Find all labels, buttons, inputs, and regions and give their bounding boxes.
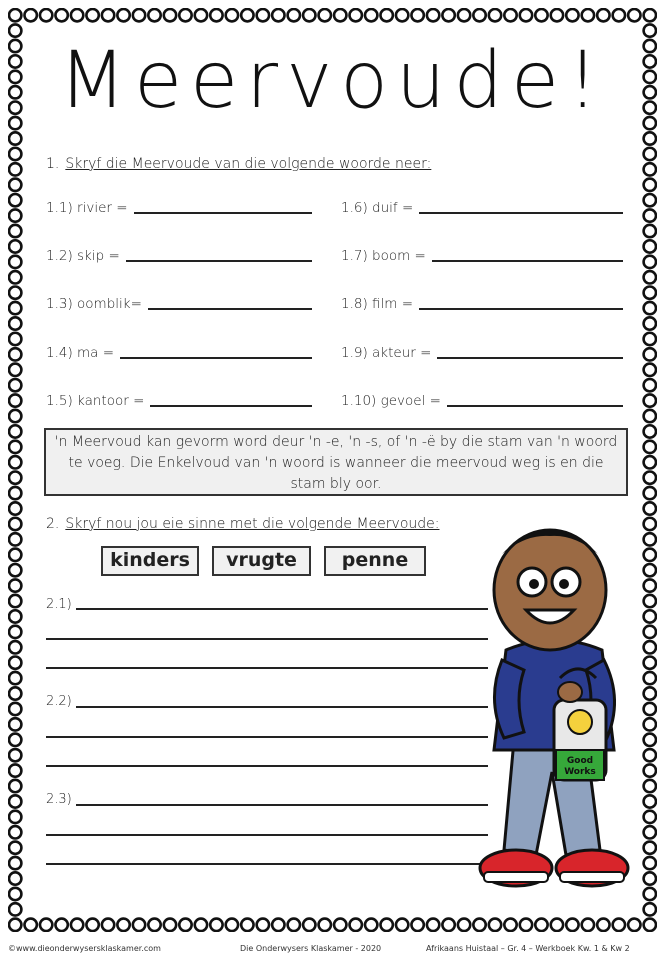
border-ring (241, 9, 253, 21)
border-ring (504, 9, 516, 21)
border-ring (9, 780, 21, 792)
answer-item: 1.2) skip = (46, 242, 312, 264)
sentence-line[interactable] (46, 667, 488, 669)
border-ring (644, 672, 656, 684)
border-ring (489, 919, 501, 931)
border-ring (55, 9, 67, 21)
sentence-line[interactable] (76, 804, 488, 806)
border-ring (148, 919, 160, 931)
border-ring (9, 764, 21, 776)
answer-item: 1.6) duif = (341, 194, 623, 216)
border-ring (644, 857, 656, 869)
border-ring (40, 9, 52, 21)
border-ring (458, 9, 470, 21)
border-ring (288, 9, 300, 21)
border-ring (9, 410, 21, 422)
border-ring (458, 919, 470, 931)
border-ring (644, 163, 656, 175)
border-ring (644, 240, 656, 252)
border-ring (644, 194, 656, 206)
border-ring (164, 9, 176, 21)
border-ring (427, 919, 439, 931)
border-ring (9, 379, 21, 391)
border-ring (9, 132, 21, 144)
border-ring (148, 9, 160, 21)
border-ring (303, 9, 315, 21)
border-ring (644, 626, 656, 638)
border-ring (319, 9, 331, 21)
question-2-number: 2. (46, 516, 60, 532)
border-ring (644, 903, 656, 915)
border-ring (365, 919, 377, 931)
border-ring (9, 579, 21, 591)
border-ring (9, 718, 21, 730)
border-ring (644, 132, 656, 144)
border-ring (644, 209, 656, 221)
info-note-box: 'n Meervoud kan gevorm word deur 'n -e, 'n -s, of 'n -ë by die stam van 'n woord te voeg. Die Enkelvoud van 'n woord is wanneer die meervoud weg is en die stam bly oor. (44, 428, 628, 496)
border-ring (597, 919, 609, 931)
border-ring (535, 919, 547, 931)
border-ring (628, 9, 640, 21)
border-ring (520, 9, 532, 21)
question-2-instruction: Skryf nou jou eie sinne met die volgende Meervoude: (65, 516, 440, 532)
border-ring (644, 826, 656, 838)
border-ring (9, 749, 21, 761)
border-ring (644, 795, 656, 807)
border-ring (644, 657, 656, 669)
border-ring (644, 225, 656, 237)
border-ring (9, 256, 21, 268)
border-ring (9, 626, 21, 638)
border-ring (9, 502, 21, 514)
border-ring (427, 9, 439, 21)
sentence-line[interactable] (46, 736, 488, 738)
border-ring (9, 225, 21, 237)
border-ring (644, 919, 656, 931)
border-ring (272, 919, 284, 931)
border-ring (9, 317, 21, 329)
border-ring (644, 610, 656, 622)
border-ring (117, 919, 129, 931)
answer-line[interactable] (419, 212, 623, 214)
border-ring (9, 24, 21, 36)
border-ring (350, 919, 362, 931)
border-ring (86, 9, 98, 21)
border-ring (9, 641, 21, 653)
sentence-line[interactable] (76, 706, 488, 708)
word-box: penne (324, 546, 426, 576)
border-ring (644, 287, 656, 299)
border-ring (319, 919, 331, 931)
border-ring (210, 9, 222, 21)
border-ring (9, 549, 21, 561)
border-ring (9, 734, 21, 746)
border-ring (473, 919, 485, 931)
border-ring (9, 826, 21, 838)
border-ring (644, 348, 656, 360)
border-ring (303, 919, 315, 931)
border-ring (644, 533, 656, 545)
border-ring (380, 9, 392, 21)
border-ring (9, 287, 21, 299)
answer-line[interactable] (437, 357, 623, 359)
border-ring (9, 472, 21, 484)
border-ring (9, 364, 21, 376)
answer-item: 1.4) ma = (46, 339, 312, 361)
question-1-heading (46, 156, 431, 172)
border-ring (9, 240, 21, 252)
border-ring (9, 333, 21, 345)
border-ring (644, 502, 656, 514)
border-ring (334, 919, 346, 931)
border-ring (9, 9, 21, 21)
border-ring (55, 919, 67, 931)
border-ring (9, 302, 21, 314)
border-ring (9, 271, 21, 283)
border-ring (257, 9, 269, 21)
border-ring (9, 441, 21, 453)
border-ring (644, 872, 656, 884)
border-ring (473, 9, 485, 21)
footer-website: ©www.dieonderwysersklaskamer.com (8, 944, 161, 953)
footer-publisher: Die Onderwysers Klaskamer - 2020 (240, 944, 382, 953)
border-ring (9, 842, 21, 854)
border-ring (520, 919, 532, 931)
border-ring (102, 919, 114, 931)
border-ring (9, 163, 21, 175)
border-ring (396, 919, 408, 931)
border-ring (396, 9, 408, 21)
border-ring (133, 9, 145, 21)
border-ring (195, 919, 207, 931)
border-ring (644, 302, 656, 314)
border-ring (504, 919, 516, 931)
border-ring (133, 919, 145, 931)
border-ring (644, 888, 656, 900)
border-ring (164, 919, 176, 931)
border-ring (566, 9, 578, 21)
answer-item: 1.10) gevoel = (341, 387, 623, 409)
border-ring (9, 795, 21, 807)
border-ring (411, 9, 423, 21)
sentence-line[interactable] (46, 638, 488, 640)
border-ring (644, 24, 656, 36)
border-ring (644, 518, 656, 530)
border-ring (71, 9, 83, 21)
border-ring (644, 734, 656, 746)
border-ring (9, 179, 21, 191)
border-ring (644, 379, 656, 391)
border-ring (86, 919, 98, 931)
border-ring (551, 919, 563, 931)
border-ring (9, 194, 21, 206)
sentence-line[interactable] (46, 765, 488, 767)
border-ring (644, 456, 656, 468)
border-ring (350, 9, 362, 21)
border-ring (644, 687, 656, 699)
border-ring (644, 394, 656, 406)
border-ring (241, 919, 253, 931)
border-ring (582, 9, 594, 21)
border-ring (195, 9, 207, 21)
border-ring (644, 764, 656, 776)
border-ring (24, 9, 36, 21)
question-1-instruction: Skryf die Meervoude van die volgende woorde neer: (65, 156, 432, 172)
border-ring (9, 425, 21, 437)
border-ring (179, 9, 191, 21)
border-ring (380, 919, 392, 931)
answer-item: 1.8) film = (341, 290, 623, 312)
border-ring (9, 919, 21, 931)
answer-line[interactable] (120, 357, 312, 359)
answer-line[interactable] (150, 405, 312, 407)
border-ring (489, 9, 501, 21)
border-ring (334, 9, 346, 21)
border-ring (644, 842, 656, 854)
border-ring (226, 919, 238, 931)
answer-item: 1.5) kantoor = (46, 387, 312, 409)
jar-label-line-2: Works (564, 767, 596, 777)
border-ring (9, 872, 21, 884)
jar-label-line-1: Good (566, 756, 594, 766)
answer-line[interactable] (447, 405, 623, 407)
border-ring (9, 703, 21, 715)
border-ring (9, 610, 21, 622)
border-ring (644, 410, 656, 422)
border-ring (9, 148, 21, 160)
border-ring (628, 919, 640, 931)
border-ring (9, 595, 21, 607)
border-ring (226, 9, 238, 21)
border-ring (644, 9, 656, 21)
border-ring (9, 487, 21, 499)
border-ring (644, 148, 656, 160)
border-ring (644, 641, 656, 653)
border-ring (9, 348, 21, 360)
border-ring (551, 9, 563, 21)
answer-line[interactable] (432, 260, 623, 262)
answer-line[interactable] (134, 212, 312, 214)
border-ring (40, 919, 52, 931)
border-ring (288, 919, 300, 931)
border-ring (272, 9, 284, 21)
border-ring (644, 811, 656, 823)
border-ring (442, 9, 454, 21)
sentence-number: 2.2) (46, 694, 72, 709)
border-ring (365, 9, 377, 21)
border-ring (644, 564, 656, 576)
border-ring (644, 595, 656, 607)
sentence-line[interactable] (76, 608, 488, 610)
answer-line[interactable] (148, 308, 312, 310)
border-ring (257, 919, 269, 931)
answer-item: 1.3) oomblik= (46, 290, 312, 312)
sentence-number: 2.3) (46, 792, 72, 807)
border-ring (644, 364, 656, 376)
word-box: kinders (101, 546, 199, 576)
border-ring (117, 9, 129, 21)
border-ring (597, 9, 609, 21)
border-ring (644, 271, 656, 283)
border-ring (644, 549, 656, 561)
border-ring (24, 919, 36, 931)
border-ring (9, 672, 21, 684)
border-ring (411, 919, 423, 931)
border-ring (9, 811, 21, 823)
border-ring (644, 425, 656, 437)
border-ring (566, 919, 578, 931)
border-ring (9, 533, 21, 545)
border-ring (613, 9, 625, 21)
border-ring (9, 888, 21, 900)
answer-item: 1.9) akteur = (341, 339, 623, 361)
border-ring (9, 518, 21, 530)
answer-line[interactable] (419, 308, 623, 310)
page-title: Meervoude! (58, 36, 607, 126)
footer-course: Afrikaans Huistaal – Gr. 4 – Werkboek Kw. 1 & Kw 2 (426, 944, 630, 953)
question-1-number: 1. (46, 156, 60, 172)
answer-item: 1.7) boom = (341, 242, 623, 264)
border-ring (644, 441, 656, 453)
border-ring (644, 472, 656, 484)
border-ring (9, 394, 21, 406)
border-ring (582, 919, 594, 931)
border-ring (644, 749, 656, 761)
sentence-line[interactable] (46, 863, 488, 865)
border-ring (9, 209, 21, 221)
border-ring (102, 9, 114, 21)
border-ring (9, 687, 21, 699)
border-ring (535, 9, 547, 21)
border-ring (71, 919, 83, 931)
border-ring (644, 487, 656, 499)
border-ring (613, 919, 625, 931)
sentence-line[interactable] (46, 834, 488, 836)
sentence-number: 2.1) (46, 597, 72, 612)
border-ring (644, 333, 656, 345)
border-ring (9, 456, 21, 468)
border-ring (442, 919, 454, 931)
border-ring (644, 780, 656, 792)
word-box: vrugte (212, 546, 311, 576)
border-ring (9, 657, 21, 669)
question-2-heading (46, 516, 439, 532)
border-ring (644, 256, 656, 268)
border-ring (644, 579, 656, 591)
border-ring (179, 919, 191, 931)
border-ring (644, 703, 656, 715)
border-ring (644, 718, 656, 730)
border-ring (9, 564, 21, 576)
answer-line[interactable] (126, 260, 312, 262)
border-ring (210, 919, 222, 931)
answer-item: 1.1) rivier = (46, 194, 312, 216)
boy-illustration (474, 510, 634, 910)
border-ring (9, 857, 21, 869)
border-ring (644, 317, 656, 329)
border-ring (9, 903, 21, 915)
border-ring (644, 179, 656, 191)
